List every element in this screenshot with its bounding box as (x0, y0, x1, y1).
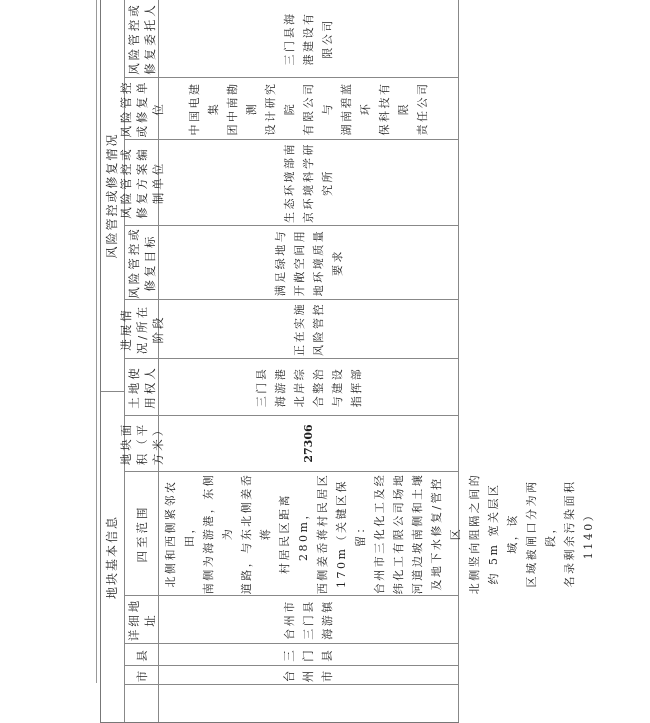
cell-land-user (159, 358, 459, 415)
header-address-label: 详细地址 (126, 597, 157, 642)
header-boundary (125, 471, 159, 595)
boundary-line: 北侧和西侧紧邻农田， (164, 479, 196, 588)
target-line: 要求 (330, 249, 344, 276)
header-county-label: 县 (134, 647, 149, 662)
client-line: 三门县海 (283, 11, 296, 66)
plan-unit-line: 究所 (321, 169, 334, 196)
cell-county (159, 643, 459, 665)
client-line: 限公司 (321, 18, 334, 59)
group-basic-info-label: 地块基本信息 (105, 515, 119, 600)
cell-address (159, 595, 459, 643)
target-line: 地环境质量 (311, 228, 325, 297)
boundary-line: 道路，与东北侧姜岙蒋 (240, 472, 272, 595)
site-info-table (100, 0, 595, 723)
boundary-line: 河道边坡南侧和土壤 (411, 472, 424, 595)
header-client-label: 风险管控或修复委托人 (126, 2, 157, 75)
header-address (125, 595, 159, 643)
header-progress (118, 299, 165, 358)
address-line: 三门县 (302, 599, 315, 640)
cell-plan-unit (159, 139, 459, 225)
cell-progress (159, 299, 459, 358)
cell-area-value: 27306 (302, 424, 315, 463)
exec-unit-line: 保科技有限 (378, 81, 410, 136)
header-city-label: 市 (134, 667, 149, 683)
plan-unit-line: 生态环境部南 (283, 142, 296, 223)
land-user-line: 三门县 (254, 366, 268, 408)
cell-city (159, 665, 459, 684)
boundary-line: 北侧竖向阻隔之间的 (468, 472, 481, 595)
land-user-line: 北岸综 (292, 366, 306, 408)
header-area-label: 地块面积（平方米） (118, 421, 165, 466)
boundary-line: 及地下水修复/管控区 (430, 476, 462, 591)
exec-unit-line: 团中南勘测 (226, 81, 258, 136)
boundary-line: 西侧姜岙蒋村民居区 (316, 472, 329, 595)
plan-unit-line: 京环境科学研 (302, 142, 315, 223)
target-line: 开敞空间用 (292, 228, 306, 297)
header-progress-label: 进展情况/所在阶段 (118, 303, 165, 355)
cell-boundary (159, 471, 595, 595)
boundary-line: 170m（关键区保留： (335, 479, 367, 588)
address-line: 台州市 (283, 599, 296, 640)
exec-unit-line: 有限公司与 (302, 81, 334, 136)
land-user-line: 海游港 (273, 366, 287, 408)
boundary-line: 1140） (582, 507, 595, 560)
cell-city-value: 台州市 (282, 667, 334, 683)
cell-county-value: 三门县 (282, 647, 334, 662)
exec-unit-line: 湖南碧蓝环 (340, 81, 372, 136)
header-land-user-label: 土地使用权人 (126, 365, 157, 409)
land-user-line: 合整治 (311, 366, 325, 408)
header-plan-unit (118, 139, 165, 225)
boundary-line: 台州市三化化工及经 (373, 472, 386, 595)
cell-client (159, 0, 459, 77)
progress-line: 风险管控 (311, 302, 325, 356)
progress-line: 正在实施 (292, 302, 306, 356)
boundary-line: 约 5m 宽关层区域，该 (487, 482, 519, 585)
cell-target (159, 225, 459, 299)
page-border (96, 0, 97, 683)
header-boundary-label: 四至范围 (134, 504, 149, 563)
header-exec-unit-label: 风险管控或修复单位 (118, 79, 165, 138)
header-city (125, 665, 159, 684)
exec-unit-line: 责任公司 (416, 81, 429, 136)
boundary-line: 名录剩余污染面积 (563, 479, 576, 588)
boundary-line: 区域被闸口分为两段， (525, 479, 557, 588)
header-county (125, 643, 159, 665)
header-client (125, 0, 159, 77)
cell-exec-unit (159, 77, 459, 139)
target-line: 满足绿地与 (273, 228, 287, 297)
boundary-line: 南侧为海游港，东侧为 (202, 472, 234, 595)
cell-area (159, 415, 459, 471)
header-exec-unit (118, 77, 165, 139)
land-user-line: 指挥部 (349, 366, 363, 408)
client-line: 港建设有 (302, 11, 315, 66)
exec-unit-line: 设计研究院 (264, 81, 296, 136)
header-plan-unit-label: 风险管控或修复方案编制单位 (118, 146, 165, 219)
address-line: 海游镇 (321, 599, 334, 640)
cell-next-row-partial (159, 684, 459, 722)
boundary-line: 纬化工有限公司场地 (392, 472, 405, 595)
boundary-line: 村居民区距离 280m， (278, 493, 310, 574)
header-target-label: 风险管控或修复目标 (126, 226, 157, 299)
header-area (118, 415, 165, 471)
land-user-line: 与建设 (330, 366, 344, 408)
header-land-user (125, 358, 159, 415)
exec-unit-line: 中国电建集 (188, 81, 220, 136)
group-risk-status-label: 风险管控或修复情况 (105, 132, 119, 259)
header-blank (125, 684, 159, 722)
header-target (125, 225, 159, 299)
